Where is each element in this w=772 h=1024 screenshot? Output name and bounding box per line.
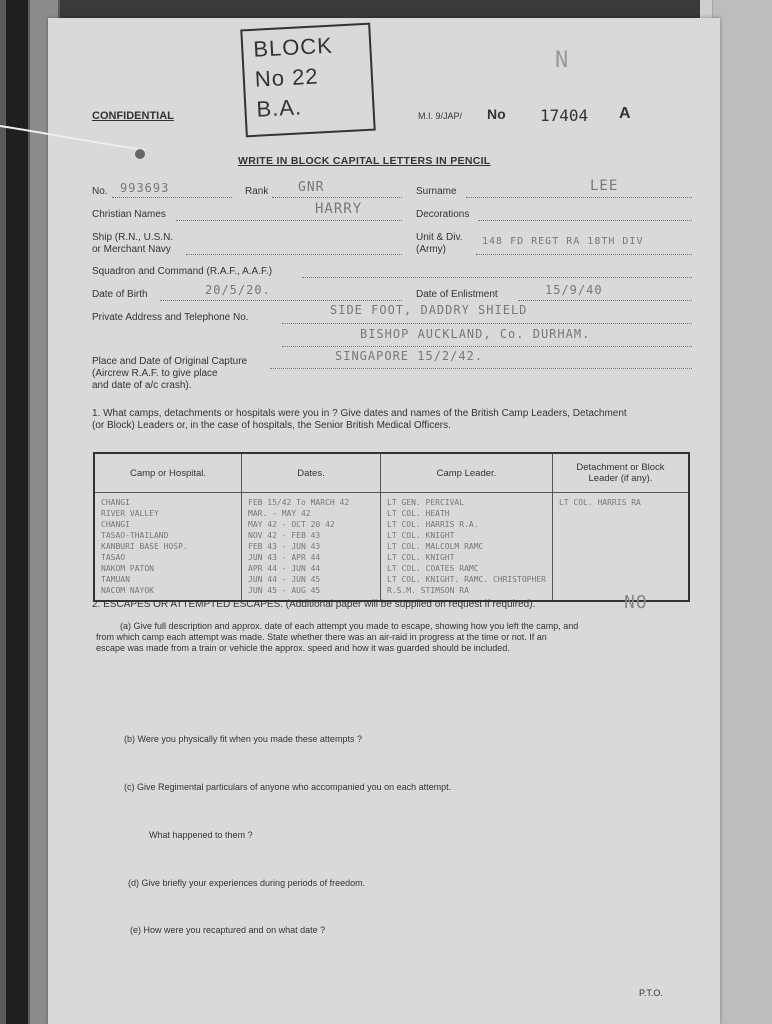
rank-label: Rank (245, 186, 269, 197)
table-row: MAR. - MAY 42 (248, 509, 311, 518)
table-row: LT COL. HARRIS R.A. (387, 520, 479, 529)
question-2d: (d) Give briefly your experiences during periods of freedom. (128, 878, 366, 888)
header-camp-leader: Camp Leader. (381, 453, 553, 493)
table-row: LT COL. MALCOLM RAMC (387, 542, 484, 551)
squadron-label: Squadron and Command (R.A.F., A.A.F.) (92, 266, 273, 277)
table-row: MAY 42 - OCT 20 42 (248, 520, 335, 529)
table-row: JUN 44 - JUN 45 (248, 575, 321, 584)
block-stamp (240, 23, 375, 138)
pto-label: P.T.O. (639, 988, 663, 998)
instruction: WRITE IN BLOCK CAPITAL LETTERS IN PENCIL (238, 155, 491, 167)
table-row: TASAO (101, 553, 126, 562)
capture-label: Place and Date of Original Capture (92, 356, 248, 367)
camps-table (93, 452, 690, 602)
table-row: APR 44 - JUN 44 (248, 564, 321, 573)
dates-column (242, 493, 381, 602)
stamp-line-2: No 22 (254, 63, 320, 92)
camps-column (94, 493, 242, 602)
question-2-answer: NO (624, 592, 648, 613)
ship-label-2: or Merchant Navy (92, 244, 171, 255)
no-label: No (487, 106, 506, 122)
stamp-line-3: B.A. (255, 94, 303, 122)
table-row: NACOM NAYOK (101, 586, 154, 595)
capture-label-3: and date of a/c crash). (92, 380, 192, 391)
table-row: FEB 43 - JUN 43 (248, 542, 321, 551)
leaders-column (381, 493, 553, 602)
handwritten-mark: N (555, 48, 570, 73)
question-2c-followup: What happened to them ? (149, 830, 253, 840)
enlistment-label: Date of Enlistment (416, 289, 498, 300)
unit-label-2: (Army) (416, 244, 446, 255)
serial-suffix: A (619, 105, 631, 122)
ref-label: M.I. 9/JAP/ (418, 111, 463, 121)
table-row: LT COL. COATES RAMC (387, 564, 479, 573)
capture-label-2: (Aircrew R.A.F. to give place (92, 368, 218, 379)
question-2c: (c) Give Regimental particulars of anyone who accompanied you on each attempt. (124, 782, 452, 792)
unit-label: Unit & Div. (416, 232, 463, 243)
table-row: JUN 43 - APR 44 (248, 553, 321, 562)
question-2a-line-3: escape was made from a train or vehicle the approx. speed and how it was guarded should be included. (96, 643, 510, 653)
question-1: 1. What camps, detachments or hospitals were you in ? Give dates and names of the British Camp Leaders, Detachment (92, 408, 627, 419)
unit-value: 148 FD REGT RA 18TH DIV (482, 236, 644, 247)
string-tie (0, 120, 150, 160)
surname-value: LEE (590, 178, 619, 194)
capture-value: SINGAPORE 15/2/42. (335, 349, 484, 363)
question-2e: (e) How were you recaptured and on what date ? (130, 925, 326, 935)
table-row: NOV 42 - FEB 43 (248, 531, 321, 540)
stamp-line-1: BLOCK (252, 32, 334, 62)
table-row: TASAO-THAILAND (101, 531, 169, 540)
table-row: RIVER VALLEY (101, 509, 159, 518)
header-camp: Camp or Hospital. (94, 453, 242, 493)
confidential-label: CONFIDENTIAL (92, 110, 174, 122)
table-row: LT GEN. PERCIVAL (387, 498, 465, 507)
table-row: R.S.M. STIMSON RA (387, 586, 469, 595)
table-row: KANBURI BASE HOSP. (101, 542, 188, 551)
dob-label: Date of Birth (92, 289, 148, 300)
table-row: LT COL. KNIGHT. RAMC. CHRISTOPHER (387, 575, 546, 584)
table-row: LT COL. HARRIS RA (558, 498, 641, 507)
table-row: LT COL. KNIGHT (387, 553, 455, 562)
address-value-2: BISHOP AUCKLAND, Co. DURHAM. (360, 327, 591, 341)
question-1-line-2: (or Block) Leaders or, in the case of hospitals, the Senior British Medical Officers. (92, 420, 451, 431)
header-detachment: Detachment or Block Leader (if any). (552, 453, 689, 493)
ship-label: Ship (R.N., U.S.N. (92, 232, 174, 243)
rank-value: GNR (298, 180, 325, 195)
table-row: NAKOM PATON (101, 564, 154, 573)
question-2a-line-1: (a) Give full description and approx. date of each attempt you made to escape, showing how you left the camp, and (120, 621, 579, 631)
table-row: CHANGI (101, 520, 130, 529)
no-field-value: 993693 (120, 181, 170, 195)
address-value: SIDE FOOT, DADDRY SHIELD (330, 303, 528, 317)
enlistment-value: 15/9/40 (545, 283, 603, 297)
table-row: LT COL. HEATH (387, 509, 450, 518)
table-row: JUN 45 - AUG 45 (248, 586, 321, 595)
decorations-label: Decorations (416, 209, 470, 220)
christian-names-label: Christian Names (92, 209, 166, 220)
serial-number: 17404 (540, 106, 589, 125)
no-field-label: No. (92, 186, 108, 197)
question-2b: (b) Were you physically fit when you made these attempts ? (124, 734, 362, 744)
table-row: LT COL. KNIGHT (387, 531, 455, 540)
table-row: FEB 15/42 To MARCH 42 (248, 498, 350, 507)
surname-label: Surname (416, 186, 457, 197)
table-row: CHANGI (101, 498, 130, 507)
detachment-column (552, 493, 689, 602)
header-dates: Dates. (242, 453, 381, 493)
question-2a-line-2: from which camp each attempt was made. State whether there was an air-raid in progress at the time or not. If an (96, 632, 547, 642)
question-2-title: 2. ESCAPES OR ATTEMPTED ESCAPES. (Additional paper will be supplied on request if required). (92, 599, 536, 610)
dob-value: 20/5/20. (205, 283, 271, 297)
table-row: TAMUAN (101, 575, 130, 584)
christian-names-value: HARRY (315, 201, 363, 217)
underlying-page-edge (712, 0, 772, 1024)
address-label: Private Address and Telephone No. (92, 312, 249, 323)
